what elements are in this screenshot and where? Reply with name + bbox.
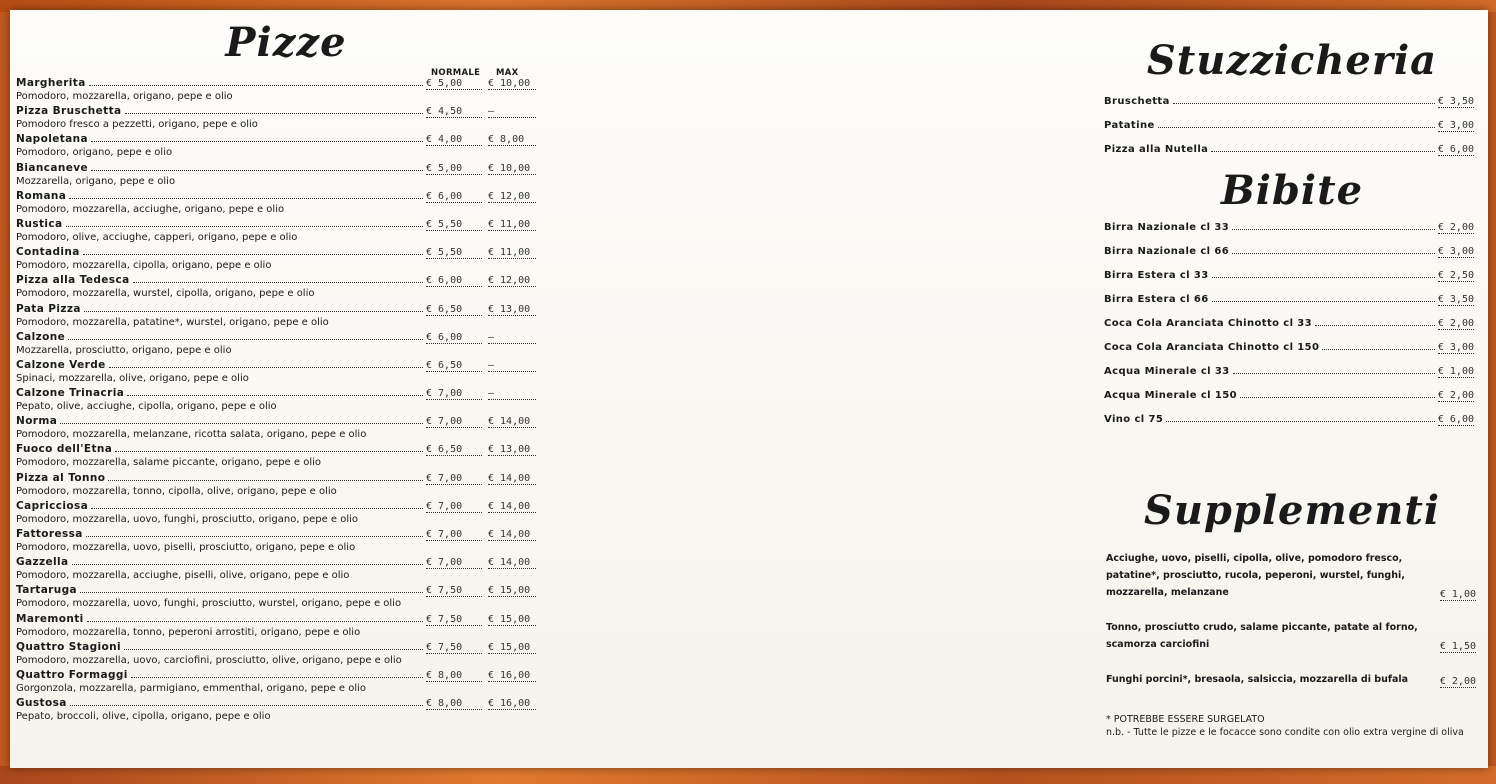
item-description: Pomodoro, mozzarella, tonno, peperoni arrostiti, origano, pepe e olio: [16, 626, 361, 638]
price-max: € 16,00: [488, 670, 536, 682]
supplement-price: € 1,00: [1439, 589, 1476, 600]
dot-leader: [1173, 103, 1435, 104]
menu-item-line: [16, 613, 536, 626]
item-price: € 3,50: [1437, 96, 1474, 107]
price-max: —: [488, 360, 536, 372]
dot-leader: [91, 141, 423, 142]
menu-item: [16, 274, 536, 300]
price-normal: € 7,50: [426, 614, 482, 626]
supplement-group: [1106, 619, 1476, 653]
item-name: Pizza al Tonno: [16, 471, 106, 484]
price-normal: € 6,00: [426, 275, 482, 287]
menu-item-line: [16, 697, 536, 710]
dot-leader: [109, 367, 423, 368]
price-normal: € 6,50: [426, 304, 482, 316]
menu-item-line: [16, 641, 536, 654]
menu-item: [16, 303, 536, 329]
bibite-item: [1104, 270, 1474, 282]
item-name: Birra Nazionale cl 33: [1104, 222, 1230, 233]
dot-leader: [87, 621, 423, 622]
supplement-text: Tonno, prosciutto crudo, salame piccante, patate al forno, scamorza carciofini: [1106, 622, 1418, 650]
supplementi-list: [1106, 550, 1476, 706]
dot-leader: [1232, 253, 1435, 254]
price-max: —: [488, 332, 536, 344]
item-price: € 1,00: [1437, 366, 1474, 377]
price-max: € 11,00: [488, 219, 536, 231]
item-description: Pomodoro fresco a pezzetti, origano, pepe e olio: [16, 119, 258, 131]
dot-leader: [127, 395, 423, 396]
bibite-item: [1104, 366, 1474, 378]
dot-leader: [1232, 229, 1435, 230]
dot-leader: [89, 85, 423, 86]
item-price: € 2,00: [1437, 318, 1474, 329]
bibite-list: [1104, 222, 1474, 426]
item-name: Norma: [16, 415, 58, 428]
item-price: € 2,50: [1437, 270, 1474, 281]
menu-item: [16, 641, 536, 667]
item-name: Birra Estera cl 66: [1104, 294, 1209, 305]
supplement-text: Acciughe, uovo, piselli, cipolla, olive, pomodoro fresco, patatine*, prosciutto, rucola, peperoni, wurstel, funghi, mozzarella, melanzane: [1106, 553, 1405, 598]
menu-item: [16, 443, 536, 469]
price-max: € 15,00: [488, 614, 536, 626]
menu-item: [16, 472, 536, 498]
menu-item: [16, 387, 536, 413]
menu-item-line: [16, 669, 536, 682]
price-normal: € 6,00: [426, 191, 482, 203]
menu-item-line: [16, 584, 536, 597]
item-name: Calzone: [16, 330, 66, 343]
item-price: € 2,00: [1437, 222, 1474, 233]
item-name: Calzone Trinacria: [16, 387, 125, 400]
item-name: Calzone Verde: [16, 358, 106, 371]
price-normal: € 7,00: [426, 557, 482, 569]
item-description: Gorgonzola, mozzarella, parmigiano, emmenthal, origano, pepe e olio: [16, 682, 367, 694]
col-max-header: MAX: [496, 68, 519, 78]
item-description: Pomodoro, mozzarella, melanzane, ricotta salata, origano, pepe e olio: [16, 429, 367, 441]
menu-item-line: [16, 331, 536, 344]
dot-leader: [84, 311, 423, 312]
price-normal: € 7,00: [426, 529, 482, 541]
menu-item: [16, 331, 536, 357]
menu-item: [16, 359, 536, 385]
bibite-item: [1104, 390, 1474, 402]
bibite-item: [1104, 318, 1474, 330]
menu-item-line: [16, 472, 536, 485]
menu-item-line: [16, 528, 536, 541]
bibite-item: [1104, 222, 1474, 234]
item-description: Pomodoro, mozzarella, cipolla, origano, pepe e olio: [16, 260, 272, 272]
item-price: € 3,00: [1437, 342, 1474, 353]
bibite-title: Bibite: [1220, 167, 1364, 214]
item-name: Coca Cola Aranciata Chinotto cl 150: [1104, 342, 1320, 353]
item-name: Pizza alla Nutella: [1104, 144, 1209, 155]
menu-board: [10, 10, 1488, 768]
wood-frame-bottom: [0, 766, 1496, 784]
menu-item: [16, 77, 536, 103]
item-name: Gazzella: [16, 556, 69, 569]
price-normal: € 7,00: [426, 416, 482, 428]
price-max: € 14,00: [488, 473, 536, 485]
dot-leader: [60, 423, 423, 424]
stuzzicheria-item: [1104, 120, 1474, 132]
price-normal: € 8,00: [426, 698, 482, 710]
price-max: € 13,00: [488, 444, 536, 456]
item-name: Birra Estera cl 33: [1104, 270, 1209, 281]
item-name: Pata Pizza: [16, 302, 81, 315]
price-max: € 13,00: [488, 304, 536, 316]
menu-item: [16, 133, 536, 159]
item-name: Napoletana: [16, 133, 88, 146]
bibite-item: [1104, 294, 1474, 306]
price-normal: € 5,00: [426, 78, 482, 90]
price-normal: € 5,50: [426, 219, 482, 231]
item-description: Pomodoro, mozzarella, uovo, piselli, prosciutto, origano, pepe e olio: [16, 542, 356, 553]
price-max: —: [488, 106, 536, 118]
item-description: Pomodoro, mozzarella, tonno, cipolla, olive, origano, pepe e olio: [16, 485, 337, 497]
item-description: Pomodoro, olive, acciughe, capperi, origano, pepe e olio: [16, 231, 298, 243]
supplementi-title: Supplementi: [1143, 487, 1441, 534]
item-name: Pizza Bruschetta: [16, 105, 122, 118]
menu-item-line: [16, 218, 536, 231]
menu-item: [16, 613, 536, 639]
menu-item: [16, 105, 536, 131]
item-name: Fattoressa: [16, 528, 83, 540]
dot-leader: [91, 508, 423, 509]
item-name: Bruschetta: [1104, 96, 1170, 107]
item-name: Romana: [16, 189, 67, 202]
price-max: € 14,00: [488, 416, 536, 428]
price-max: € 14,00: [488, 557, 536, 569]
price-normal: € 7,50: [426, 585, 482, 597]
dot-leader: [133, 282, 423, 283]
price-normal: € 6,00: [426, 332, 482, 344]
dot-leader: [1212, 301, 1435, 302]
dot-leader: [131, 677, 423, 678]
col-normal-header: NORMALE: [431, 68, 481, 78]
dot-leader: [72, 564, 423, 565]
item-name: Patatine: [1104, 120, 1155, 131]
footnote-surgelato: * POTREBBE ESSERE SURGELATO: [1106, 714, 1265, 725]
item-name: Biancaneve: [16, 161, 89, 174]
item-name: Pizza alla Tedesca: [16, 274, 130, 287]
menu-item: [16, 556, 536, 582]
item-price: € 3,00: [1437, 246, 1474, 257]
price-normal: € 7,00: [426, 473, 482, 485]
dot-leader: [1315, 325, 1435, 326]
item-price: € 6,00: [1437, 414, 1474, 425]
item-description: Pomodoro, mozzarella, uovo, funghi, prosciutto, wurstel, origano, pepe e olio: [16, 598, 402, 610]
item-name: Coca Cola Aranciata Chinotto cl 33: [1104, 318, 1313, 329]
dot-leader: [68, 339, 423, 340]
dot-leader: [1211, 151, 1435, 152]
menu-item-line: [16, 443, 536, 456]
price-max: € 8,00: [488, 134, 536, 146]
dot-leader: [83, 254, 423, 255]
dot-leader: [1212, 277, 1435, 278]
item-name: Rustica: [16, 217, 63, 230]
item-name: Contadina: [16, 246, 80, 259]
stuzzicheria-list: [1104, 96, 1474, 156]
price-max: € 11,00: [488, 247, 536, 259]
item-price: € 6,00: [1437, 144, 1474, 155]
item-name: Capricciosa: [16, 499, 89, 512]
price-max: € 14,00: [488, 529, 536, 541]
dot-leader: [1322, 349, 1434, 350]
menu-item: [16, 500, 536, 526]
item-description: Pomodoro, mozzarella, origano, pepe e olio: [16, 91, 233, 102]
item-name: Tartaruga: [16, 584, 78, 597]
item-description: Pepato, broccoli, olive, cipolla, origano, pepe e olio: [16, 711, 271, 723]
menu-item: [16, 415, 536, 441]
menu-item-line: [16, 133, 536, 146]
price-normal: € 5,00: [426, 163, 482, 175]
price-normal: € 6,50: [426, 444, 482, 456]
menu-item-line: [16, 162, 536, 175]
item-name: Gustosa: [16, 697, 67, 710]
menu-item: [16, 190, 536, 216]
dot-leader: [124, 649, 423, 650]
item-name: Acqua Minerale cl 150: [1104, 390, 1237, 401]
dot-leader: [1166, 421, 1435, 422]
menu-item-line: [16, 359, 536, 372]
dot-leader: [1240, 397, 1435, 398]
item-price: € 3,00: [1437, 120, 1474, 131]
item-price: € 2,00: [1437, 390, 1474, 401]
supplement-price: € 1,50: [1439, 641, 1476, 652]
price-max: € 12,00: [488, 275, 536, 287]
dot-leader: [1158, 127, 1435, 128]
pizze-list: [16, 77, 536, 725]
menu-item-line: [16, 415, 536, 428]
supplement-group: [1106, 550, 1476, 601]
item-description: Spinaci, mozzarella, olive, origano, pepe e olio: [16, 372, 249, 384]
menu-item: [16, 246, 536, 272]
price-normal: € 8,00: [426, 670, 482, 682]
menu-item-line: [16, 246, 536, 259]
dot-leader: [125, 113, 423, 114]
menu-item: [16, 218, 536, 244]
price-max: € 10,00: [488, 163, 536, 175]
supplement-group: [1106, 671, 1476, 688]
menu-item-line: [16, 387, 536, 400]
supplement-text: Funghi porcini*, bresaola, salsiccia, mozzarella di bufala: [1106, 674, 1409, 685]
price-max: —: [488, 388, 536, 400]
price-max: € 12,00: [488, 191, 536, 203]
dot-leader: [115, 451, 423, 452]
item-name: Maremonti: [16, 612, 84, 625]
item-description: Pepato, olive, acciughe, cipolla, origano, pepe e olio: [16, 401, 277, 413]
price-normal: € 4,50: [426, 106, 482, 118]
dot-leader: [70, 705, 423, 706]
item-price: € 3,50: [1437, 294, 1474, 305]
price-max: € 14,00: [488, 501, 536, 513]
pizze-title: Pizze: [225, 19, 347, 66]
item-description: Mozzarella, prosciutto, origano, pepe e olio: [16, 344, 232, 356]
item-description: Pomodoro, origano, pepe e olio: [16, 147, 173, 159]
price-max: € 10,00: [488, 78, 536, 90]
menu-item: [16, 584, 536, 610]
dot-leader: [69, 198, 423, 199]
item-description: Pomodoro, mozzarella, uovo, funghi, prosciutto, origano, pepe e olio: [16, 513, 359, 525]
right-column: [1102, 10, 1482, 738]
price-normal: € 7,50: [426, 642, 482, 654]
price-normal: € 7,00: [426, 501, 482, 513]
menu-item: [16, 669, 536, 695]
stuzzicheria-title: Stuzzicheria: [1146, 37, 1438, 84]
pizze-column: [16, 10, 546, 723]
item-name: Margherita: [16, 77, 86, 89]
price-normal: € 7,00: [426, 388, 482, 400]
stuzzicheria-item: [1104, 96, 1474, 108]
menu-item: [16, 528, 536, 554]
price-max: € 15,00: [488, 585, 536, 597]
price-max: € 16,00: [488, 698, 536, 710]
item-name: Fuoco dell'Etna: [16, 443, 113, 456]
dot-leader: [1233, 373, 1435, 374]
menu-item-line: [16, 190, 536, 203]
item-description: Pomodoro, mozzarella, acciughe, piselli, olive, origano, pepe e olio: [16, 570, 350, 582]
menu-item-line: [16, 556, 536, 569]
menu-item: [16, 162, 536, 188]
price-max: € 15,00: [488, 642, 536, 654]
price-normal: € 4,00: [426, 134, 482, 146]
price-normal: € 6,50: [426, 360, 482, 372]
dot-leader: [66, 226, 423, 227]
menu-item-line: [16, 274, 536, 287]
menu-item-line: [16, 500, 536, 513]
bibite-item: [1104, 246, 1474, 258]
item-name: Vino cl 75: [1104, 414, 1164, 425]
stuzzicheria-item: [1104, 144, 1474, 156]
item-description: Pomodoro, mozzarella, wurstel, cipolla, origano, pepe e olio: [16, 288, 315, 300]
item-description: Mozzarella, origano, pepe e olio: [16, 175, 176, 187]
item-name: Birra Nazionale cl 66: [1104, 246, 1230, 257]
item-description: Pomodoro, mozzarella, acciughe, origano, pepe e olio: [16, 203, 285, 215]
item-description: Pomodoro, mozzarella, patatine*, wurstel, origano, pepe e olio: [16, 316, 329, 328]
dot-leader: [108, 480, 423, 481]
menu-item-line: [16, 303, 536, 316]
item-description: Pomodoro, mozzarella, uovo, carciofini, prosciutto, olive, origano, pepe e olio: [16, 654, 402, 666]
price-normal: € 5,50: [426, 247, 482, 259]
item-name: Quattro Formaggi: [16, 668, 128, 681]
menu-item-line: [16, 105, 536, 118]
bibite-item: [1104, 414, 1474, 426]
supplement-price: € 2,00: [1439, 676, 1476, 687]
item-description: Pomodoro, mozzarella, salame piccante, origano, pepe e olio: [16, 457, 321, 469]
dot-leader: [80, 592, 423, 593]
dot-leader: [91, 170, 423, 171]
item-name: Quattro Stagioni: [16, 640, 122, 653]
menu-item: [16, 697, 536, 723]
dot-leader: [86, 536, 423, 537]
item-name: Acqua Minerale cl 33: [1104, 366, 1230, 377]
footnote-olio: n.b. - Tutte le pizze e le focacce sono condite con olio extra vergine di oliva: [1106, 727, 1464, 738]
bibite-item: [1104, 342, 1474, 354]
menu-item-line: [16, 77, 536, 90]
